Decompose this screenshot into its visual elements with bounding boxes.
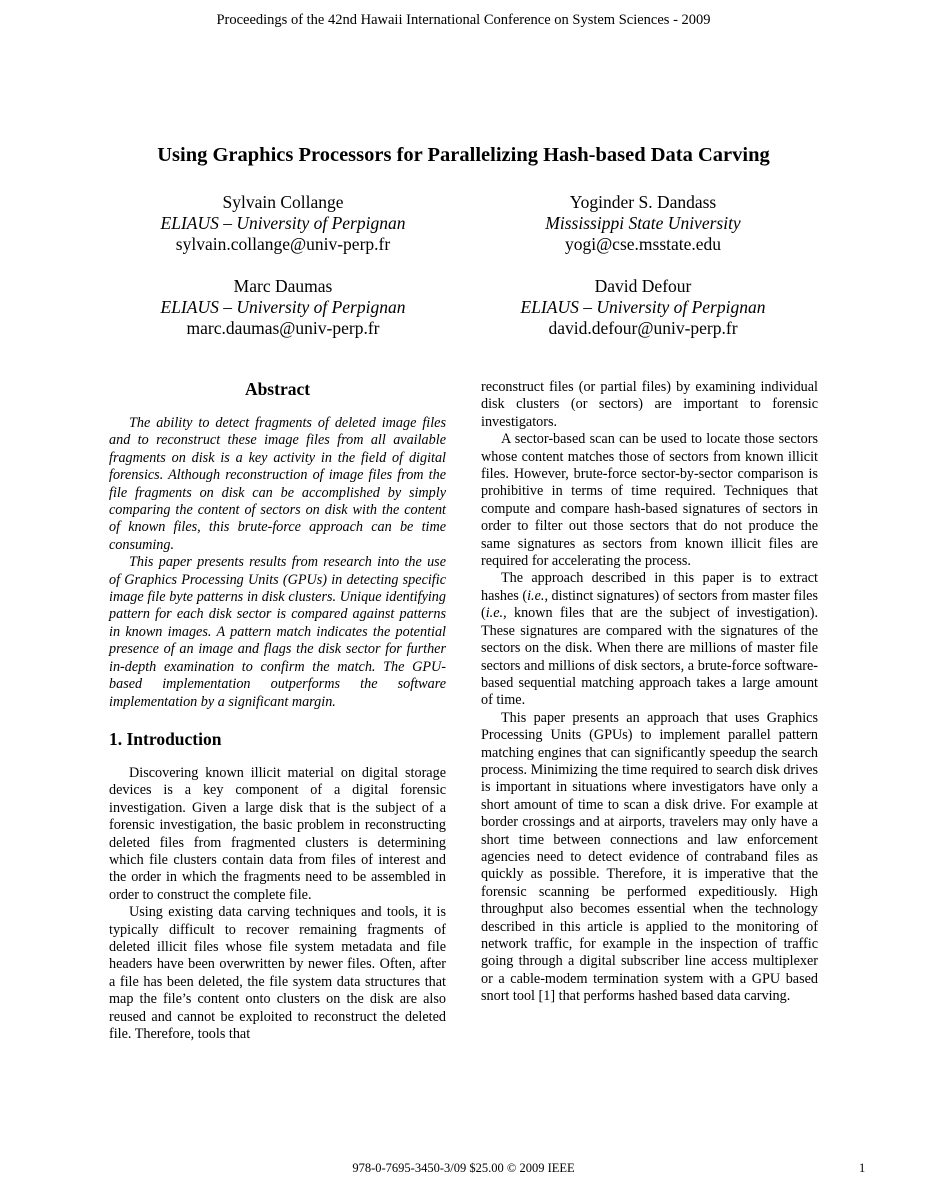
- author-name: Marc Daumas: [233, 276, 333, 296]
- author-affiliation: ELIAUS – University of Perpignan: [520, 297, 766, 317]
- abstract-paragraph: The ability to detect fragments of deleted image files and to reconstruct these image files from all available fragments on disk is a key activity in the field of digital forensics. Although reconstruction of image files from the file fragments on disk can be accomplished by simply comparing the content of sectors on disk with the content of known files, this brute-force approach can be time consuming.: [109, 415, 446, 553]
- author-name: Yoginder S. Dandass: [569, 192, 717, 212]
- paper-title: Using Graphics Processors for Parallelizing Hash-based Data Carving: [157, 144, 770, 166]
- author-block: [483, 276, 803, 339]
- author-email: yogi@cse.msstate.edu: [564, 234, 722, 254]
- abstract-paragraph: This paper presents results from research into the use of Graphics Processing Units (GPUs) in detecting specific image file byte patterns in disk clusters. Unique identifying pattern for each disk sector is compared against patterns in known images. A pattern match indicates the potential presence of an image and flags the disk sector for further in-depth examination to confirm the match. The GPU-based implementation outperforms the software implementation by a significant margin.: [109, 554, 446, 710]
- author-affiliation: Mississippi State University: [545, 213, 741, 233]
- author-name: David Defour: [594, 276, 692, 296]
- page-number: 1: [859, 1161, 866, 1175]
- body-paragraph: This paper presents an approach that uses Graphics Processing Units (GPUs) to implement parallel pattern matching engines that can significantly speedup the search process. Minimizing the time required to search disk drives is important in situations where investigators have only a short amount of time to scan a disk drive. For example at border crossings and at airports, travelers may only have a short time between connections and law enforcement agencies need to detect evidence of contraband files as quickly as possible. Therefore, it is imperative that the forensic scanning be performed expeditiously. High throughput also becomes essential when the technology described in this article is applied to the monitoring of network traffic, for example in the inspection of traffic going through a digital subscriber line access multiplexer or a cable-modem termination system with a GPU based snort tool [1] that performs hashed based data carving.: [481, 709, 818, 1005]
- abstract-heading: Abstract: [244, 379, 311, 399]
- author-email: sylvain.collange@univ-perp.fr: [175, 234, 391, 254]
- text-run: , known files that are the subject of investigation). These signatures are compared with the signatures of the sectors on the disk. When there are millions of master file sectors and millions of disk sectors, a brute-force software-based sequential matching approach takes a large amount of time.: [481, 605, 818, 709]
- body-paragraph: [481, 570, 818, 709]
- author-block: [123, 192, 443, 255]
- body-paragraph: A sector-based scan can be used to locate those sectors whose content matches those of sectors from known illicit files. However, brute-force sector-by-sector comparison is prohibitive in terms of time required. Techniques that compute and compare hash-based signatures of sectors in order to filter out those sectors that do not produce the same signatures as sectors from known illicit files are required for accelerating the process.: [481, 431, 818, 570]
- body-paragraph: Discovering known illicit material on digital storage devices is a key component of a digital forensic investigation. Given a large disk that is the subject of a forensic investigation, the basic problem in reconstructing deleted files from fragmented clusters is determining which file clusters contain data from files of interest and the order in which the fragments need to be assembled in order to construct the complete file.: [109, 764, 446, 903]
- author-affiliation: ELIAUS – University of Perpignan: [160, 213, 406, 233]
- footer-copyright: 978-0-7695-3450-3/09 $25.00 © 2009 IEEE: [352, 1161, 575, 1175]
- section-heading: 1. Introduction: [109, 728, 222, 749]
- author-email: david.defour@univ-perp.fr: [548, 318, 738, 338]
- author-affiliation: ELIAUS – University of Perpignan: [160, 297, 406, 317]
- right-column: [481, 379, 818, 1006]
- running-header: Proceedings of the 42nd Hawaii International Conference on System Sciences - 2009: [216, 12, 711, 28]
- author-name: Sylvain Collange: [222, 192, 344, 212]
- text-run-italic: i.e.: [485, 605, 504, 622]
- author-email: marc.daumas@univ-perp.fr: [186, 318, 380, 338]
- body-paragraph: reconstruct files (or partial files) by examining individual disk clusters (or sectors) are important to forensic investigators.: [481, 379, 818, 430]
- text-run: The approach described in this paper is to extract hashes (: [481, 570, 818, 604]
- text-run: , distinct signatures) of sectors from master files (: [481, 587, 818, 622]
- left-column: [109, 378, 446, 1043]
- text-run-italic: i.e.: [527, 587, 545, 604]
- author-block: [123, 276, 443, 339]
- body-paragraph: Using existing data carving techniques and tools, it is typically difficult to recover remaining fragments of deleted illicit files whose file system metadata and file headers have been overwritten by newer files. Often, after a file has been deleted, the file system data structures that map the file’s content onto clusters on the disk are also reused and cannot be exploited to reconstruct the deleted file. Therefore, tools that: [109, 904, 446, 1042]
- author-block: [483, 192, 803, 255]
